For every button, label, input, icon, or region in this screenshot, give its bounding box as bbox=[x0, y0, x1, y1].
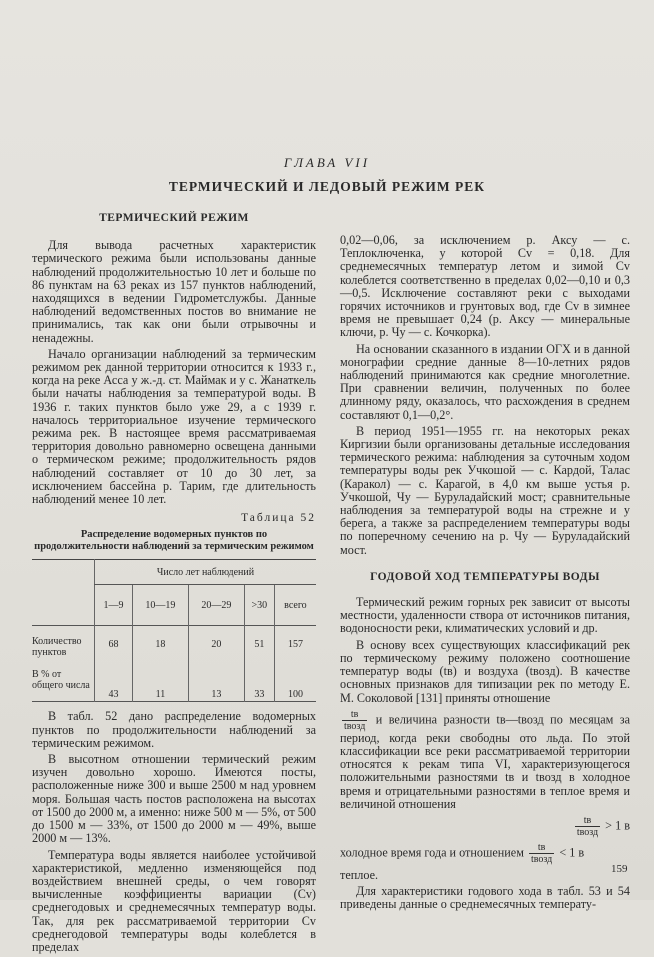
table-cell: 20 bbox=[188, 626, 244, 663]
table-cell: 33 bbox=[244, 662, 274, 702]
right-column bbox=[340, 234, 630, 915]
paragraph: Начало организации наблюдений за термическим режимом рек данной территории относится к 1933 г., когда на реке Асса у ж.-д. ст. Маймак и у с. Жанаткель были начаты наблюдения за температурой воды. В 1936 г. таких пунктов было уже 29, а с 1939 г. началось территориальное изучение термического режима рек. В настоящее время рассматриваемая территория довольно равномерно освещена данными о термическом режиме; продолжительность рядов наблюдений составляет от 10 до 30 лет, за исключением бассейна р. Тарим, где длительность наблюдений менее 10 лет. bbox=[32, 346, 316, 507]
table-cell: 18 bbox=[132, 626, 188, 663]
formula-line bbox=[340, 842, 630, 865]
section-heading-annual: ГОДОВОЙ ХОД ТЕМПЕРАТУРЫ ВОДЫ bbox=[370, 570, 600, 583]
table-col-header: >30 bbox=[244, 585, 274, 626]
table-col-header: 1—9 bbox=[95, 585, 133, 626]
chapter-title: ТЕРМИЧЕСКИЙ И ЛЕДОВЫЙ РЕЖИМ РЕК bbox=[168, 179, 486, 194]
section-heading-thermal: ТЕРМИЧЕСКИЙ РЕЖИМ bbox=[99, 212, 249, 224]
table-cell: 100 bbox=[274, 662, 316, 702]
table-caption: Распределение водомерных пунктов по продолжительности наблюдений за термическим режимом bbox=[34, 529, 314, 553]
table-col-header: 10—19 bbox=[132, 585, 188, 626]
left-column bbox=[32, 212, 316, 957]
table-row-label: В % от общего числа bbox=[32, 669, 90, 692]
formula-line bbox=[340, 815, 630, 838]
table-col-header: всего bbox=[274, 585, 316, 626]
paragraph: В период 1951—1955 гг. на некоторых реках Киргизии были организованы детальные исследования термического режима: наблюдения за суточным ходом температуры воды рек Учкошой — с. Кардой, Талас (Каракол) — с. Карагой, в 4,0 км выше устья р. Учкошой, Чу — Буруладайский мост; сравнительные наблюдения за температурой воды на стрежне и у берега, а также за распределением температуры воды по поперечному сечению на р. Чу — Буруладайский мост. bbox=[340, 423, 630, 557]
paragraph: Для вывода расчетных характеристик термического режима были использованы данные наблюдений продолжительностью 10 лет и больше по 86 пунктам на 63 реках из 157 пунктов наблюдений, находящихся в ведении Гидрометслужбы. Данные наблюдений ведомственных постов во внимание не принимались, так как они были отрывочны и ненадежны. bbox=[32, 238, 316, 345]
data-table bbox=[32, 559, 316, 702]
paragraph: и величина разности tв—tвозд по месяцам за период, когда реки свободны ото льда. По этой классификации все реки рассматриваемой территории относятся к рекам типа VI, характеризующегося положительными разностями tв и tвозд в холодное время и отрицательными разностями в теплое время и величиной отношения bbox=[340, 712, 631, 811]
table-label: Таблица 52 bbox=[241, 512, 316, 525]
paragraph: На основании сказанного в издании ОГХ и в данной монографии средние данные 8—10-летних рядов наблюдений принимаются как средние многолетние. При сравнении величин, полученных по более длинному ряду, оказалось, что расхождения в среднем составляют 0,1—0,2°. bbox=[340, 341, 630, 422]
table-group-header: Число лет наблюдений bbox=[95, 560, 317, 585]
paragraph: В табл. 52 дано распределение водомерных пунктов по продолжительности наблюдений за термическим режимом. bbox=[32, 709, 316, 750]
table-cell: 43 bbox=[95, 662, 133, 702]
fraction: $\frac{tв}{\text{tвозд}}$ bbox=[530, 841, 553, 865]
fraction: $\frac{tв}{\text{tвозд}}$ bbox=[344, 708, 366, 732]
fraction: $\frac{tв}{\text{tвозд}}$ bbox=[576, 814, 599, 838]
paragraph: Для характеристики годового хода в табл. 53 и 54 приведены данные о среднемесячных температу- bbox=[340, 884, 630, 912]
text-fragment: холодное время года и отношением bbox=[340, 845, 524, 860]
formula-tail: > 1 в bbox=[605, 818, 630, 833]
paragraph: теплое. bbox=[340, 867, 379, 882]
formula-tail: < 1 в bbox=[559, 845, 585, 860]
page-number: 159 bbox=[611, 863, 628, 875]
table-cell: 11 bbox=[132, 662, 188, 702]
table-row-label: Количество пунктов bbox=[32, 636, 82, 659]
paragraph: В высотном отношении термический режим изучен довольно хорошо. Имеются посты, расположенные ниже 300 и выше 2500 м над уровнем моря. Большая часть постов расположена на высотах от 1500 до 2000 м, а именно: ниже 500 м — 5%, от 500 до 1500 м — 33%, от 1500 до 2000 м — 49%, выше 2000 м — 13%. bbox=[32, 752, 316, 846]
paragraph: В основу всех существующих классификаций рек по термическому режиму положено соотношение температур воды (tв) и воздуха (tвозд). В качестве основных признаков для типизации рек по методу Е. М. Соколовой [131] приняты отношение bbox=[340, 637, 630, 705]
table-corner bbox=[32, 560, 95, 626]
table-cell: 157 bbox=[274, 626, 316, 663]
table-cell: 68 bbox=[95, 626, 133, 663]
chapter-heading: ГЛАВА VII bbox=[283, 155, 371, 170]
table-cell: 13 bbox=[188, 662, 244, 702]
paragraph: 0,02—0,06, за исключением р. Аксу — с. Теплоключенка, у которой Cv = 0,18. Для среднемесячных температур летом и зимой Cv колеблется соответственно в пределах 0,02—0,10 и 0,3—0,5. Исключение составляют реки с выходами горячих источников и грунтовых вод, где Cv в зимнее время не превышает 0,24 (р. Аксу — минеральные ключи, р. Чу — с. Кочкорка). bbox=[340, 233, 630, 340]
paragraph: Термический режим горных рек зависит от высоты местности, удаленности створа от источников питания, водоносности реки, климатических условий и др. bbox=[340, 595, 630, 636]
table-col-header: 20—29 bbox=[188, 585, 244, 626]
formula-line bbox=[340, 709, 630, 811]
table-cell: 51 bbox=[244, 626, 274, 663]
paragraph: Температура воды является наиболее устойчивой характеристикой, медленно изменяющейся под воздействием внешней среды, о чем говорят вычисленные коэффициенты вариации (Cv) среднегодовых и среднемесячных температур воды. Так, для рек рассматриваемой территории Cv среднегодовой температуры воды колеблется в пределах bbox=[32, 847, 316, 954]
